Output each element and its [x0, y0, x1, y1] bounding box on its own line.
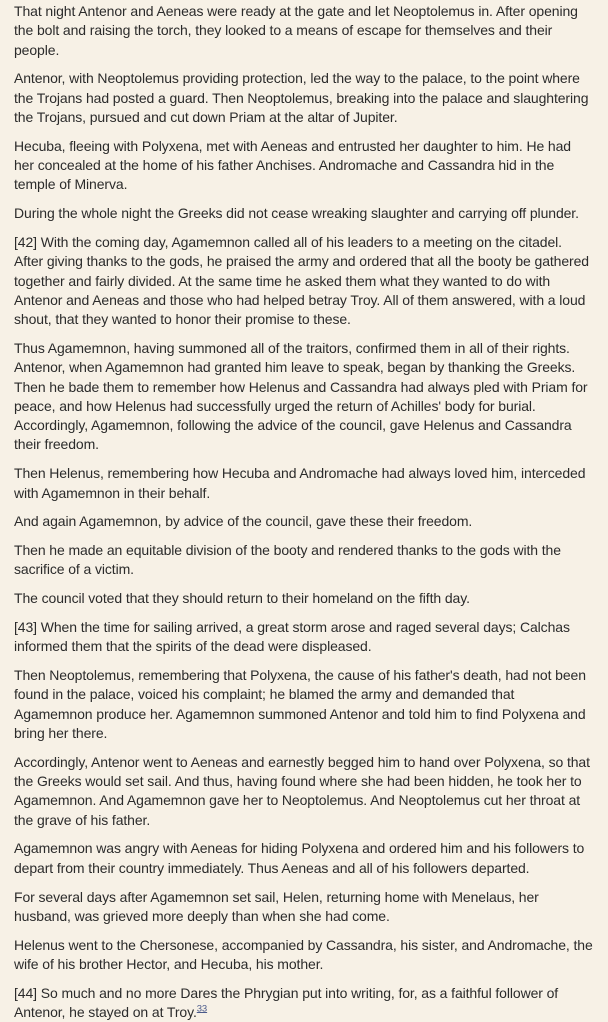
paragraph-7: Then Helenus, remembering how Hecuba and Andromache had always loved him, interceded with Agamemnon in their behalf.	[14, 465, 586, 501]
paragraph-4: During the whole night the Greeks did not cease wreaking slaughter and carrying off plunder.	[14, 205, 579, 222]
paragraph-16: Helenus went to the Chersonese, accompanied by Cassandra, his sister, and Andromache, the wife of his brother Hector, and Hecuba, his mother.	[14, 936, 593, 972]
paragraph-8: And again Agamemnon, by advice of the council, gave these their freedom.	[14, 513, 473, 530]
paragraph-5: [42] With the coming day, Agamemnon called all of his leaders to a meeting on the citadel. After giving thanks to the gods, he praised the army and ordered that all the booty be gathered together and fairly divided. At the same time he asked them what they wanted to do with Antenor and Aeneas and those who had helped betray Troy. All of them answered, with a loud shout, that they wanted to honor their promise to these.	[14, 233, 589, 328]
paragraph-11: [43] When the time for sailing arrived, a great storm arose and raged several days; Calchas informed them that the spirits of the dead were displeased.	[14, 619, 570, 655]
paragraph-14: Agamemnon was angry with Aeneas for hiding Polyxena and ordered him and his followers to depart from their country immediately. Thus Aeneas and all of his followers departed.	[14, 840, 585, 876]
paragraph-9: Then he made an equitable division of the booty and rendered thanks to the gods with the sacrifice of a victim.	[14, 542, 561, 578]
paragraph-2: Antenor, with Neoptolemus providing protection, led the way to the palace, to the point where the Trojans had posted a guard. Then Neoptolemus, breaking into the palace and slaughtering the Trojans, pursued and cut down Priam at the altar of Jupiter.	[14, 70, 589, 125]
paragraph-13: Accordingly, Antenor went to Aeneas and earnestly begged him to hand over Polyxena, so that the Greeks would set sail. And thus, having found where she had been hidden, he took her to Agamemnon. And Agamemnon gave her to Neoptolemus. And Neoptolemus cut her throat at the grave of his father.	[14, 753, 590, 828]
paragraph-15: For several days after Agamemnon set sail, Helen, returning home with Menelaus, her husband, was grieved more deeply than when she had come.	[14, 888, 539, 924]
paragraph-6: Thus Agamemnon, having summoned all of the traitors, confirmed them in all of their rights. Antenor, when Agamemnon had granted him leave to speak, began by thanking the Greeks. Then he bade them to remember how Helenus and Cassandra had always pled with Priam for peace, and how Helenus had successfully urged the return of Achilles' body for burial. Accordingly, Agamemnon, following the advice of the council, gave Helenus and Cassandra their freedom.	[14, 339, 588, 453]
paragraph-1: That night Antenor and Aeneas were ready at the gate and let Neoptolemus in. After opening the bolt and raising the torch, they looked to a means of escape for themselves and their people.	[14, 3, 578, 58]
paragraph-10: The council voted that they should return to their homeland on the fifth day.	[14, 590, 470, 607]
paragraph-17-text: [44] So much and no more Dares the Phrygian put into writing, for, as a faithful follower of Antenor, he stayed on at Troy.	[14, 984, 559, 1021]
paragraph-12: Then Neoptolemus, remembering that Polyxena, the cause of his father's death, had not been found in the palace, voiced his complaint; he blamed the army and demanded that Agamemnon produce her. Agamemnon summoned Antenor and told him to find Polyxena and bring her there.	[14, 667, 586, 741]
footnote-link[interactable]: 33	[196, 1003, 208, 1015]
paragraph-3: Hecuba, fleeing with Polyxena, met with Aeneas and entrusted her daughter to him. He had her concealed at the home of his father Anchises. Andromache and Cassandra hid in the temple of Minerva.	[14, 137, 571, 193]
paragraph-17	[14, 984, 594, 1022]
